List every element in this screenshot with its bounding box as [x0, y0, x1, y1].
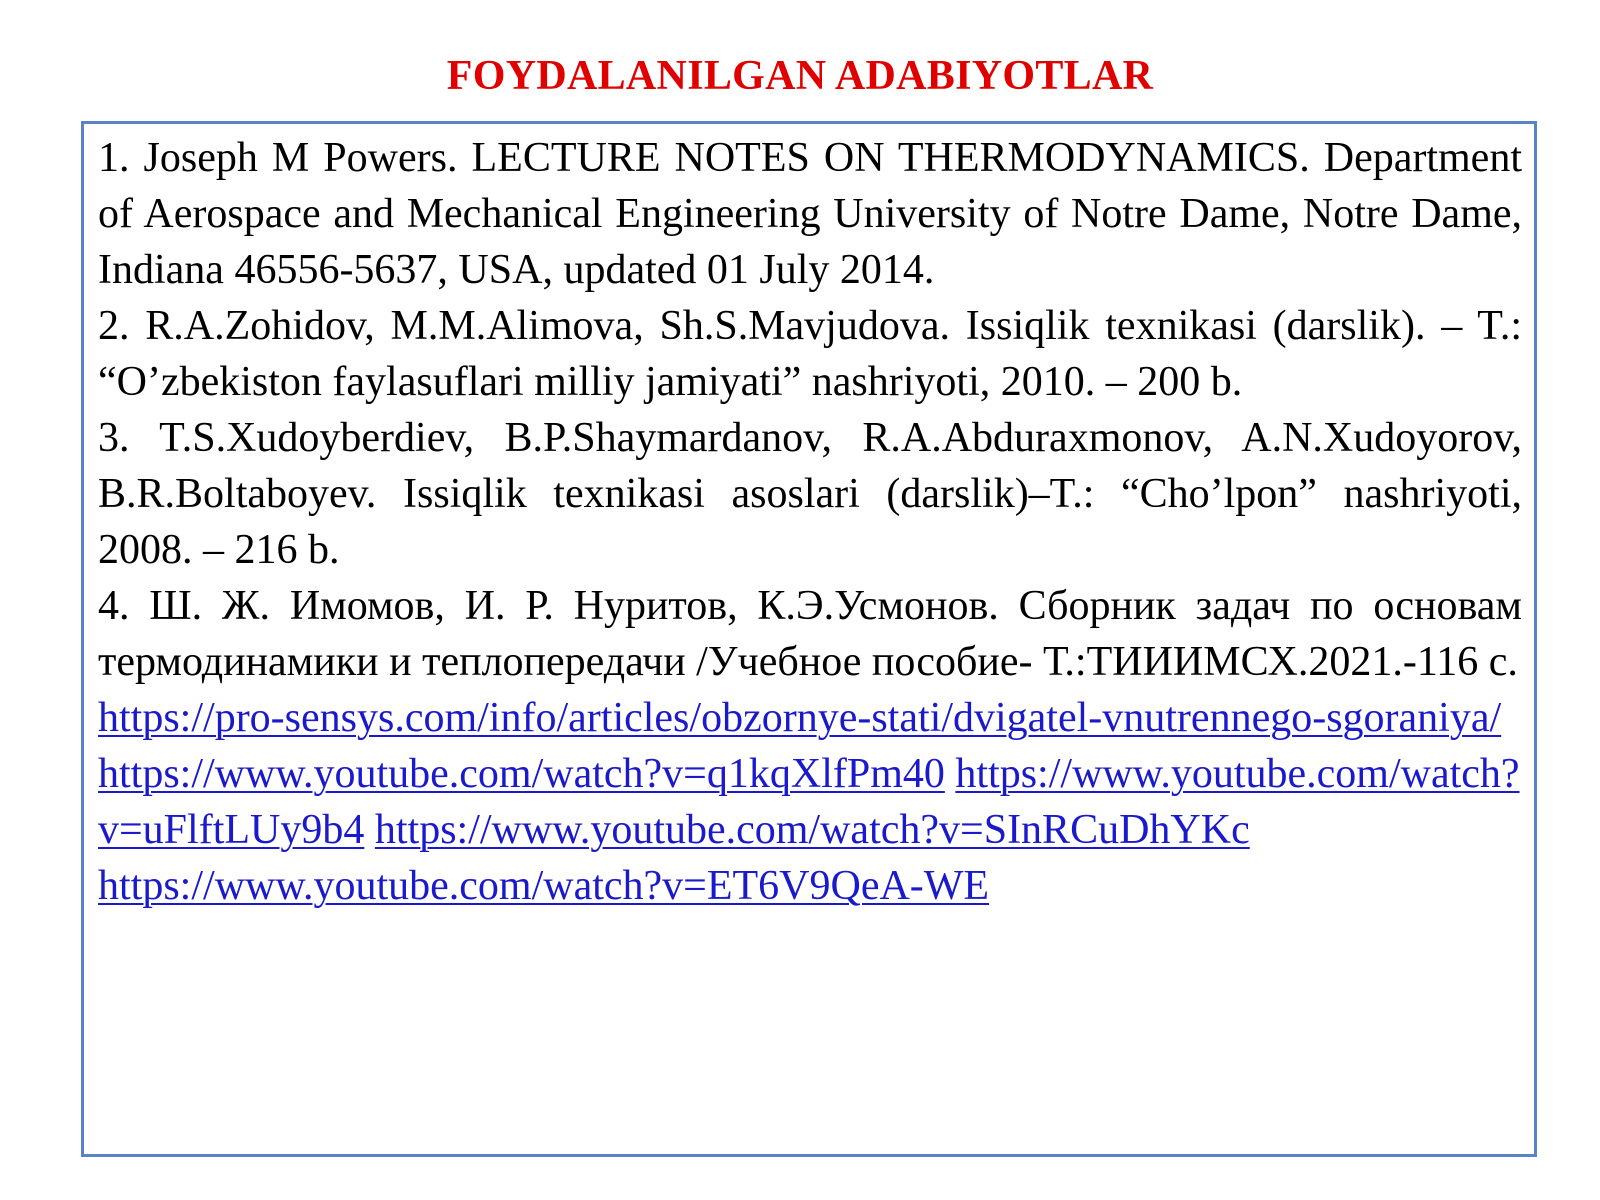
references-list	[98, 130, 1522, 914]
link-youtube-2[interactable]: https://www.youtube.com/watch?v=uFlftLUy9b4	[98, 751, 1520, 853]
link-youtube-3[interactable]: https://www.youtube.com/watch?v=SInRCuDhYKc	[374, 807, 1250, 853]
reference-item-4: 4. Ш. Ж. Имомов, И. Р. Нуритов, К.Э.Усмонов. Сборник задач по основам термодинамики и теплопередачи /Учебное пособие- Т.:ТИИИМСХ.2021.-116 с.	[98, 583, 1522, 685]
reference-item-1: 1. Joseph M Powers. LECTURE NOTES ON THERMODYNAMICS. Department of Aerospace and Mechanical Engineering University of Notre Dame, Notre Dame, Indiana 46556-5637, USA, updated 01 July 2014.	[98, 135, 1522, 293]
link-youtube-1[interactable]: https://www.youtube.com/watch?v=q1kqXlfPm40	[98, 751, 945, 797]
link-pro-sensys[interactable]: https://pro-sensys.com/info/articles/obzornye-stati/dvigatel-vnutrennego-sgoraniya/	[98, 695, 1502, 741]
reference-item-3: 3. T.S.Xudoyberdiev, B.P.Shaymardanov, R.A.Abduraxmonov, A.N.Xudoyorov, B.R.Boltaboyev. Issiqlik texnikasi asoslari (darslik)–T.: “Cho’lpon” nashriyoti, 2008. – 216 b.	[98, 415, 1522, 573]
page-title: FOYDALANILGAN ADABIYOTLAR	[446, 53, 1154, 99]
links-block	[98, 690, 1522, 914]
link-youtube-4[interactable]: https://www.youtube.com/watch?v=ET6V9QeA-WE	[98, 863, 990, 909]
reference-item-2: 2. R.A.Zohidov, M.M.Alimova, Sh.S.Mavjudova. Issiqlik texnikasi (darslik). – T.: “O’zbekiston faylasuflari milliy jamiyati” nashriyoti, 2010. – 200 b.	[98, 303, 1522, 405]
